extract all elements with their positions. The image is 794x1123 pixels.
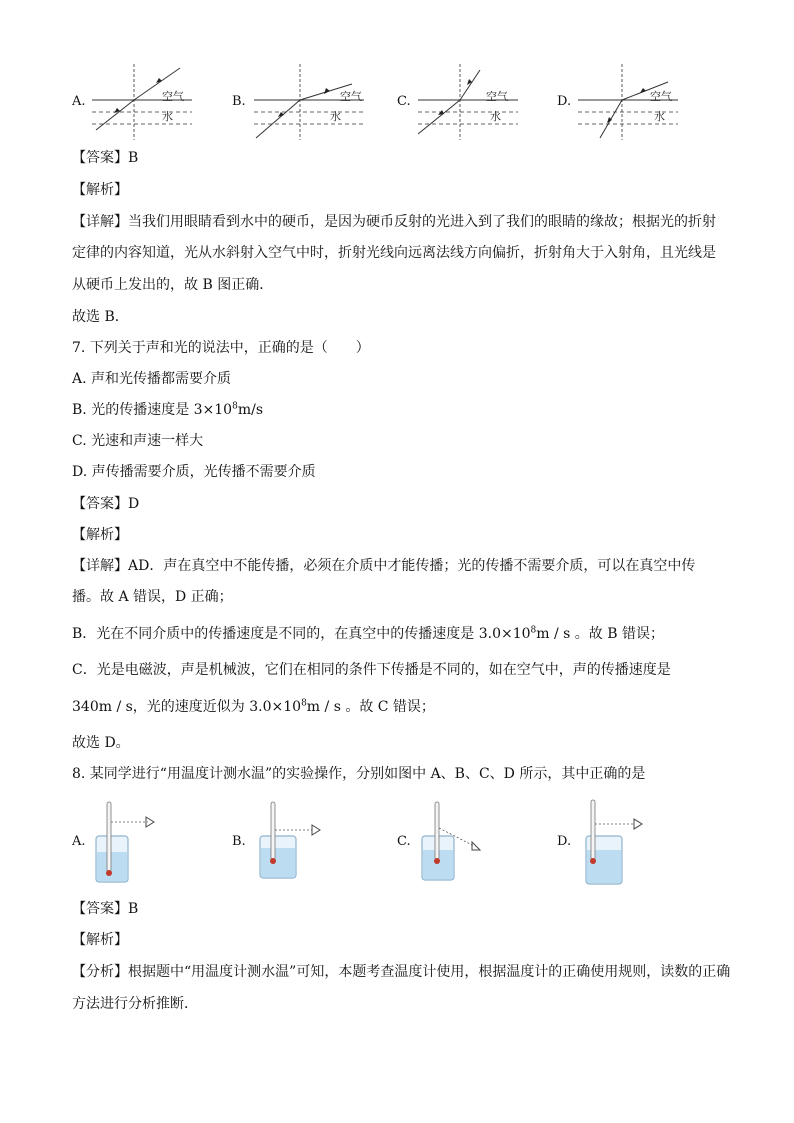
q7-choose: 故选 D。 (72, 735, 130, 751)
q7-detail-b-unit: m / s 。故 B 错误； (536, 626, 664, 642)
refraction-figure-c (418, 62, 528, 142)
q7-detail-line-1: 【详解】AD．声在真空中不能传播，必须在介质中才能传播；光的传播不需要介质，可以在真空中传 (72, 558, 696, 574)
refraction-b-water-label: 水 (330, 110, 341, 123)
thermometer-option-d-label: D. (557, 834, 572, 849)
q8-stem: 8. 某同学进行“用温度计测水温”的实验操作，分别如图中 A、B、C、D 所示，其中正确的是 (72, 766, 646, 782)
q7-option-b-exponent: 8 (232, 401, 238, 412)
q7-option-b (72, 400, 263, 420)
q6-analysis-heading: 【解析】 (72, 182, 128, 198)
q7-option-d: D. 声传播需要介质，光传播不需要介质 (72, 464, 316, 480)
q8-answer: 【答案】B (72, 901, 139, 917)
thermometer-option-a-label: A. (72, 834, 86, 849)
thermometer-figure-b (254, 798, 334, 888)
refraction-d-water-label: 水 (654, 110, 665, 123)
refraction-option-b-label: B. (232, 94, 246, 109)
refraction-a-water-label: 水 (162, 110, 173, 123)
q7-stem: 7. 下列关于声和光的说法中，正确的是（ ） (72, 340, 370, 356)
refraction-figure-b (254, 62, 374, 142)
q6-detail-line-2: 定律的内容知道，光从水斜射入空气中时，折射光线向远离法线方向偏折，折射角大于入射角，且光线是 (72, 245, 716, 261)
thermometer-figure-d (580, 798, 660, 888)
q6-choose: 故选 B． (72, 309, 129, 325)
refraction-figure-a (92, 62, 202, 142)
refraction-a-air-label: 空气 (162, 90, 184, 103)
refraction-d-air-label: 空气 (650, 90, 672, 103)
q6-detail-line-3: 从硬币上发出的，故 B 图正确． (72, 277, 274, 293)
q8-analysis-line-2: 方法进行分析推断． (72, 996, 198, 1012)
q7-detail-c-unit: m / s 。故 C 错误； (306, 699, 435, 715)
refraction-figure-d (578, 62, 688, 142)
refraction-option-c-label: C. (397, 94, 411, 109)
refraction-option-d-label: D. (557, 94, 572, 109)
refraction-c-water-label: 水 (490, 110, 501, 123)
thermometer-option-c-label: C. (397, 834, 411, 849)
thermometer-figure-c (416, 798, 496, 888)
thermometer-option-b-label: B. (232, 834, 246, 849)
refraction-option-a-label: A. (72, 94, 86, 109)
q7-detail-c-text: 340m / s，光的速度近似为 3.0×10 (72, 699, 302, 715)
q7-detail-line-2: 播。故 A 错误，D 正确； (72, 589, 233, 605)
q7-detail-c-line-2 (72, 697, 435, 717)
q7-option-a: A. 声和光传播都需要介质 (72, 371, 232, 387)
q8-analysis-line-1: 【分析】根据题中“用温度计测水温”可知，本题考查温度计使用，根据温度计的正确使用规则，读数的正确 (72, 964, 731, 980)
q7-detail-c-line-1: C．光是电磁波，声是机械波，它们在相同的条件下传播是不同的，如在空气中，声的传播速度是 (72, 662, 671, 678)
q7-option-b-text: B. 光的传播速度是 3×10 (72, 402, 233, 418)
q7-detail-c-exponent: 8 (301, 698, 307, 709)
q7-detail-b-exponent: 8 (530, 625, 537, 636)
q6-detail-line-1: 【详解】当我们用眼睛看到水中的硬币，是因为硬币反射的光进入到了我们的眼睛的缘故；根据光的折射 (72, 214, 716, 230)
q7-option-c: C. 光速和声速一样大 (72, 433, 204, 449)
q7-answer: 【答案】D (72, 496, 140, 512)
q7-detail-b (72, 624, 664, 644)
refraction-b-air-label: 空气 (340, 90, 362, 103)
thermometer-figure-a (90, 798, 170, 888)
q8-analysis-heading: 【解析】 (72, 932, 128, 948)
q7-analysis-heading: 【解析】 (72, 527, 128, 543)
q7-detail-b-text: B．光在不同介质中的传播速度是不同的，在真空中的传播速度是 3.0×10 (72, 626, 531, 642)
refraction-c-air-label: 空气 (486, 90, 508, 103)
q6-answer: 【答案】B (72, 150, 139, 166)
q7-option-b-unit: m/s (237, 402, 264, 418)
